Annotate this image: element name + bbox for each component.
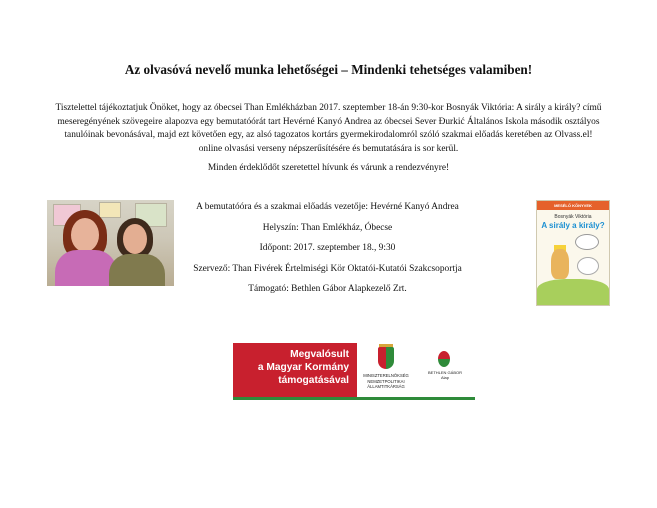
support-line-1: Megvalósult [290,349,349,360]
book-series-band: MESÉLŐ KÖNYVEK [537,201,609,210]
bethlen-fund-logo [419,343,471,397]
book-author: Bosnyák Viktória [554,214,592,220]
venue-line: Helyszín: Than Emlékház, Óbecse [262,222,393,233]
invitation-line: Minden érdeklődőt szeretettel hívunk és várunk a rendezvényre! [207,163,450,173]
ministry-subname: NEMZETPOLITIKAI ÁLLAMTITKÁRSÁG [367,378,405,389]
presenters-photo [47,200,174,286]
support-line-2: a Magyar Kormány [257,362,349,373]
book-cover-image [536,200,610,306]
ministry-emblem [359,343,413,397]
fund-name: BETHLEN GÁBOR [427,370,462,375]
organizer-line: Szervező: Than Fivérek Értelmiségi Kör Oktatói-Kutatói Szakcsoportja [193,263,462,274]
intro-paragraph: Tisztelettel tájékoztatjuk Önöket, hogy az óbecsei Than Emlékházban 2017. szeptember 18-án 9:30-kor Bosnyák Viktória: A sirály a király? című meseregényének szövegeire alapozva egy bemutatóórát tart Hevérné Kanyó Andrea az óbecsei Sever Đurkić Általános Iskola második osztályos tanulóinak bevonásával, majd ezt követően egy, az alsó tagozatos kortárs gyermekirodalomról szóló szakmai előadás keretében az Olvass.el! online olvasási verseny népszerűsítésére és bemutatására is sor kerül. [55,103,602,154]
support-banner [233,343,357,397]
government-support-logo [233,343,475,400]
event-details [190,201,465,304]
ministry-name: MINISZTERELNÖKSÉG [363,373,409,378]
document-title: Az olvasóvá nevelő munka lehetőségei – Mindenki tehetséges valamiben! [124,62,533,77]
presenter-line: A bemutatóóra és a szakmai előadás vezetője: Hevérné Kanyó Andrea [196,202,459,212]
sponsor-line: Támogató: Bethlen Gábor Alapkezelő Zrt. [248,284,407,294]
support-line-3: támogatásával [278,375,349,386]
book-title: A sirály a király? [541,221,605,230]
shield-icon [378,347,394,369]
time-line: Időpont: 2017. szeptember 18., 9:30 [259,243,396,253]
fund-subname: Alap [440,375,449,380]
bethlen-emblem-icon [438,351,450,367]
